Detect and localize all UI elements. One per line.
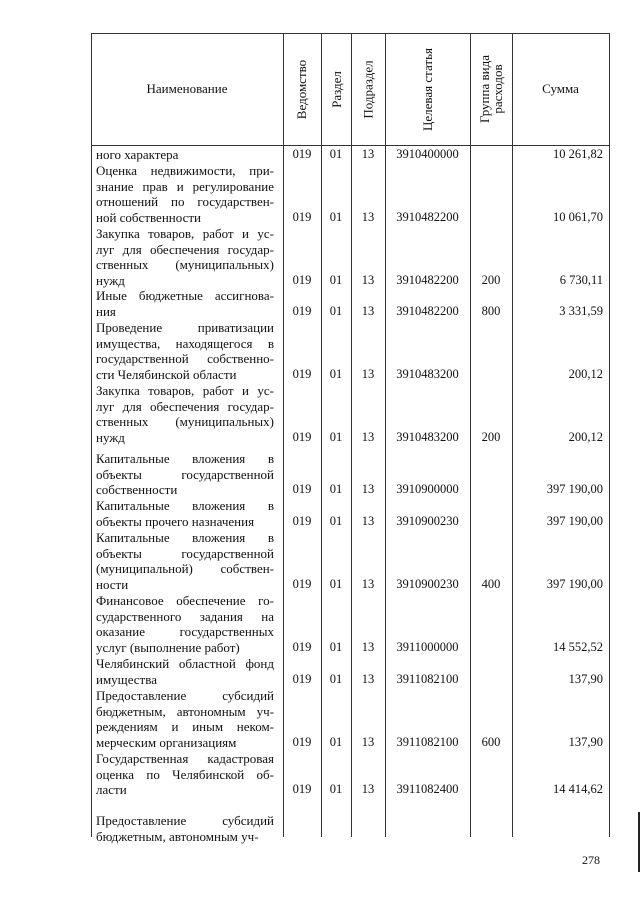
row-name [96,656,274,687]
cell-vedomstvo: 019 [292,209,312,224]
cell-summa: 397 190,00 [546,513,603,528]
cell-podrazdel: 13 [361,429,375,444]
cell-podrazdel: 13 [361,147,375,161]
cell-summa: 3 331,59 [559,303,603,318]
row-name-line: собственности [96,482,178,498]
row-name-line: государственной собственно- [96,351,274,367]
row-name [96,163,274,225]
cell-vedomstvo: 019 [292,782,312,797]
cell-summa: 6 730,11 [559,272,603,287]
cell-gruppa: 600 [481,734,501,749]
cell-podrazdel: 13 [361,576,375,591]
cell-podrazdel: 13 [361,366,375,381]
row-name-line: Проведение приватизации [96,320,274,335]
header-gruppa-line2: расходов [490,64,506,114]
cell-vedomstvo: 019 [292,513,312,528]
cell-vedomstvo: 019 [292,366,312,381]
cell-razdel: 01 [329,366,343,381]
row-name-line: оценка по Челябинской об- [96,766,274,782]
cell-summa: 397 190,00 [546,482,603,497]
row-name-line: Предоставление субсидий [96,688,274,703]
cell-celevaya-statya: 3910482200 [396,209,459,224]
cell-vedomstvo: 019 [292,639,312,654]
cell-celevaya-statya: 3910400000 [396,147,459,161]
row-name [96,147,274,163]
row-name-line: Капитальные вложения в [96,451,274,466]
row-name-line: услуг (выполнение работ) [96,639,240,655]
row-name [96,498,274,529]
row-name-line: оказание государственных [96,624,274,640]
row-name-line: ного характера [96,147,179,162]
row-name [96,530,274,592]
cell-razdel: 01 [329,303,343,318]
row-name-line: (муниципальной) собствен- [96,561,274,577]
cell-vedomstvo: 019 [292,147,312,161]
row-name-line: Предоставление субсидий [96,813,274,828]
cell-razdel: 01 [329,272,343,287]
row-name-line: Финансовое обеспечение го- [96,593,274,608]
header-podrazdel: Подраздел [360,59,376,119]
cell-podrazdel: 13 [361,782,375,797]
header-vedomstvo: Ведомство [294,59,310,119]
row-name [96,813,274,844]
page-number: 278 [582,853,600,867]
column-divider [609,33,610,837]
cell-celevaya-statya: 3910482200 [396,272,459,287]
row-name [96,688,274,750]
header-name: Наименование [146,81,228,96]
row-name [96,226,274,288]
cell-celevaya-statya: 3910483200 [396,429,459,444]
cell-razdel: 01 [329,639,343,654]
cell-razdel: 01 [329,209,343,224]
cell-razdel: 01 [329,576,343,591]
row-name-line: мерческим организациям [96,734,237,750]
cell-celevaya-statya: 3910900000 [396,482,459,497]
cell-podrazdel: 13 [361,734,375,749]
cell-summa: 10 061,70 [553,209,603,224]
row-name-line: имущества [96,671,157,687]
row-name-line: объекты прочего назначения [96,513,255,529]
row-name-line: нужд [96,272,125,288]
header-gruppa-line1: Группа вида [477,55,493,123]
cell-celevaya-statya: 3910900230 [396,513,459,528]
header-summa: Сумма [542,81,579,96]
cell-vedomstvo: 019 [292,482,312,497]
row-name-line: ласти [96,782,127,798]
cell-celevaya-statya: 3910483200 [396,366,459,381]
cell-razdel: 01 [329,482,343,497]
cell-summa: 200,12 [568,366,603,381]
row-name [96,451,274,498]
row-name-line: Закупка товаров, работ и ус- [96,226,274,241]
cell-gruppa: 400 [481,576,501,591]
cell-vedomstvo: 019 [292,671,312,686]
cell-summa: 137,90 [568,734,603,749]
cell-celevaya-statya: 3911082100 [396,671,459,686]
row-name-line: ной собственности [96,209,201,225]
row-name-line: нужд [96,429,125,445]
row-name-line: сударственного задания на [96,608,274,624]
cell-podrazdel: 13 [361,303,375,318]
row-name-line: ния [96,303,116,319]
header-gruppa-vida-rashodov [470,33,512,145]
cell-razdel: 01 [329,429,343,444]
cell-summa: 397 190,00 [546,576,603,591]
cell-celevaya-statya: 3911082100 [396,734,459,749]
cell-podrazdel: 13 [361,671,375,686]
row-name-line: Государственная кадастровая [96,751,274,766]
cell-podrazdel: 13 [361,209,375,224]
cell-razdel: 01 [329,782,343,797]
row-name-line: реждениям и иным неком- [96,719,274,735]
row-name-line: знание прав и регулирование [96,178,274,194]
row-name [96,288,274,319]
row-name-line: ственных (муниципальных) [96,414,274,430]
cell-summa: 14 414,62 [553,782,603,797]
cell-podrazdel: 13 [361,639,375,654]
row-name-line: объекты государственной [96,466,274,482]
cell-gruppa: 800 [481,303,501,318]
row-name-line: Челябинский областной фонд [96,656,274,671]
cell-razdel: 01 [329,147,343,161]
row-name-line: луг для обеспечения государ- [96,398,274,414]
cell-razdel: 01 [329,734,343,749]
row-name-line: объекты государственной [96,545,274,561]
cell-gruppa: 200 [481,429,501,444]
cell-summa: 10 261,82 [553,147,603,161]
cell-gruppa: 200 [481,272,501,287]
cell-vedomstvo: 019 [292,734,312,749]
header-razdel: Раздел [328,70,344,108]
cell-vedomstvo: 019 [292,576,312,591]
row-name-line: сти Челябинской области [96,366,237,382]
row-name [96,383,274,445]
row-name-line: луг для обеспечения государ- [96,241,274,257]
row-name-line: Капитальные вложения в [96,498,274,513]
row-name-line: Капитальные вложения в [96,530,274,545]
cell-vedomstvo: 019 [292,303,312,318]
header-celevaya-statya: Целевая статья [419,47,435,131]
cell-podrazdel: 13 [361,513,375,528]
row-name [96,320,274,382]
cell-celevaya-statya: 3911082400 [396,782,459,797]
row-name-line: Иные бюджетные ассигнова- [96,288,274,303]
column-divider [91,33,92,837]
row-name-line: Закупка товаров, работ и ус- [96,383,274,398]
row-name [96,751,274,798]
cell-podrazdel: 13 [361,482,375,497]
cell-celevaya-statya: 3910482200 [396,303,459,318]
cell-celevaya-statya: 3911000000 [396,639,459,654]
cell-podrazdel: 13 [361,272,375,287]
row-name-line: ности [96,576,129,592]
row-name-line: ственных (муниципальных) [96,257,274,273]
cell-celevaya-statya: 3910900230 [396,576,459,591]
cell-vedomstvo: 019 [292,429,312,444]
cell-razdel: 01 [329,671,343,686]
row-name-line: бюджетным, автономным уч- [96,828,259,844]
cell-summa: 14 552,52 [553,639,603,654]
row-name-line: отношений по государствен- [96,194,274,210]
cell-razdel: 01 [329,513,343,528]
cell-summa: 200,12 [568,429,603,444]
row-name-line: имущества, находящегося в [96,335,274,351]
row-name-line: бюджетным, автономным уч- [96,703,274,719]
row-name [96,593,274,655]
cell-summa: 137,90 [568,671,603,686]
cell-vedomstvo: 019 [292,272,312,287]
row-name-line: Оценка недвижимости, при- [96,163,274,178]
